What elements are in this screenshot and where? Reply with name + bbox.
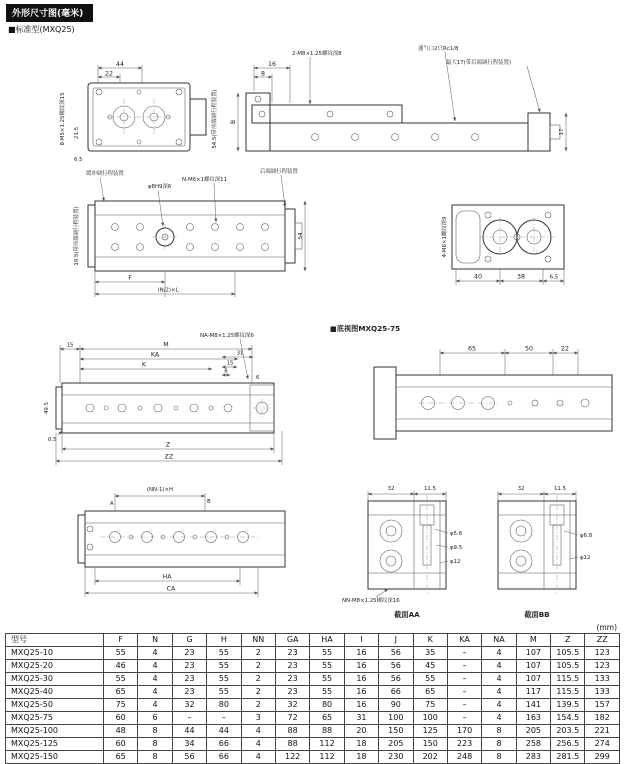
value-cell: 23 xyxy=(275,686,309,699)
value-cell: 123 xyxy=(585,647,620,660)
value-cell: 283 xyxy=(516,751,550,764)
table-row xyxy=(6,712,620,725)
value-cell: 55 xyxy=(310,647,344,660)
column-header: NN xyxy=(241,634,275,647)
value-cell: 90 xyxy=(379,699,413,712)
value-cell: 205 xyxy=(379,738,413,751)
value-cell: 157 xyxy=(585,699,620,712)
dim-label: 16 xyxy=(267,61,277,68)
model-cell: MXQ25-20 xyxy=(6,660,104,673)
value-cell: 31 xyxy=(344,712,378,725)
model-cell: MXQ25-100 xyxy=(6,725,104,738)
unit-label: (mm) xyxy=(596,623,617,632)
dim-label: 65 xyxy=(467,345,477,353)
column-header: G xyxy=(172,634,206,647)
diameter-label: φ5.6 xyxy=(450,531,463,537)
value-cell: 258 xyxy=(516,738,550,751)
value-cell: 66 xyxy=(207,751,241,764)
value-cell: 150 xyxy=(379,725,413,738)
value-cell: 133 xyxy=(585,686,620,699)
value-cell: 100 xyxy=(413,712,447,725)
value-cell: 34 xyxy=(172,738,206,751)
value-cell: 4 xyxy=(138,699,172,712)
value-cell: 139.5 xyxy=(551,699,585,712)
value-cell: 45 xyxy=(413,660,447,673)
value-cell: 44 xyxy=(172,725,206,738)
value-cell: 44 xyxy=(207,725,241,738)
value-cell: 223 xyxy=(447,738,481,751)
dim-label: 22 xyxy=(560,345,570,353)
column-header: 型号 xyxy=(6,634,104,647)
value-cell: – xyxy=(447,673,481,686)
value-cell: 117 xyxy=(516,686,550,699)
diameter-label: φ12 xyxy=(580,555,591,561)
section-bb-caption: 截面BB xyxy=(524,610,550,619)
value-cell: 23 xyxy=(275,673,309,686)
value-cell: 163 xyxy=(516,712,550,725)
value-cell: 66 xyxy=(207,738,241,751)
value-cell: 60 xyxy=(104,738,138,751)
value-cell: – xyxy=(447,647,481,660)
dim-label: 8 xyxy=(260,70,266,78)
model-cell: MXQ25-125 xyxy=(6,738,104,751)
table-row xyxy=(6,686,620,699)
air-port-note: 通气口2只Rc1/8 xyxy=(418,46,459,52)
section-aa-caption: 截面AA xyxy=(394,610,420,619)
value-cell: 20 xyxy=(344,725,378,738)
value-cell: 75 xyxy=(104,699,138,712)
diameter-label: φ9.5 xyxy=(450,545,463,551)
dim-label: (N/2)×L xyxy=(157,287,179,294)
dim-label: 44 xyxy=(115,61,125,68)
end-view-drawing xyxy=(440,205,564,285)
dim-label: 15 xyxy=(226,360,234,367)
value-cell: 23 xyxy=(172,673,206,686)
main-side-view-drawing xyxy=(72,167,305,297)
bottom-view-left-drawing xyxy=(44,331,282,465)
value-cell: 115.5 xyxy=(551,673,585,686)
buffer-note: 缓冲调行程装置 xyxy=(86,171,124,177)
dim-label: 8 xyxy=(224,368,228,375)
column-header: J xyxy=(379,634,413,647)
value-cell: 66 xyxy=(379,686,413,699)
dim-label: 50 xyxy=(524,345,534,353)
value-cell: 150 xyxy=(413,738,447,751)
value-cell: 281.5 xyxy=(551,751,585,764)
column-header: GA xyxy=(275,634,309,647)
dim-label: A xyxy=(110,501,114,507)
value-cell: 202 xyxy=(413,751,447,764)
bottom-view-label: ■底视图MXQ25-75 xyxy=(330,324,401,333)
dim-label: B xyxy=(207,499,211,505)
value-cell: 55 xyxy=(310,686,344,699)
value-cell: 115.5 xyxy=(551,686,585,699)
value-cell: 16 xyxy=(344,673,378,686)
value-cell: 107 xyxy=(516,673,550,686)
column-header: K xyxy=(413,634,447,647)
value-cell: 221 xyxy=(585,725,620,738)
value-cell: 55 xyxy=(413,673,447,686)
value-cell: 112 xyxy=(310,738,344,751)
value-cell: 107 xyxy=(516,647,550,660)
value-cell: 72 xyxy=(275,712,309,725)
value-cell: 112 xyxy=(310,751,344,764)
value-cell: 4 xyxy=(482,660,516,673)
value-cell: 46 xyxy=(104,660,138,673)
value-cell: 170 xyxy=(447,725,481,738)
dim-label: F xyxy=(128,274,132,282)
value-cell: 23 xyxy=(275,660,309,673)
value-cell: 65 xyxy=(104,686,138,699)
value-cell: 125 xyxy=(413,725,447,738)
dim-label: K xyxy=(141,361,147,369)
value-cell: 16 xyxy=(344,647,378,660)
value-cell: 4 xyxy=(482,699,516,712)
model-cell: MXQ25-30 xyxy=(6,673,104,686)
value-cell: 274 xyxy=(585,738,620,751)
value-cell: 23 xyxy=(172,660,206,673)
value-cell: 4 xyxy=(241,725,275,738)
value-cell: 23 xyxy=(172,647,206,660)
dim-label: 11.5 xyxy=(423,486,437,492)
value-cell: 88 xyxy=(310,725,344,738)
dim-label: KA xyxy=(150,351,160,359)
value-cell: 88 xyxy=(275,725,309,738)
model-cell: MXQ25-150 xyxy=(6,751,104,764)
dim-label: Z xyxy=(165,441,171,449)
value-cell: 4 xyxy=(482,647,516,660)
value-cell: 55 xyxy=(207,686,241,699)
value-cell: 35 xyxy=(413,647,447,660)
model-cell: MXQ25-50 xyxy=(6,699,104,712)
table-row xyxy=(6,699,620,712)
value-cell: 4 xyxy=(241,751,275,764)
value-cell: 100 xyxy=(379,712,413,725)
max-stroke-note: 最大17(带后端调行程装置) xyxy=(446,60,511,66)
dim-label: 22 xyxy=(104,70,114,78)
column-header: ZZ xyxy=(585,634,620,647)
value-cell: 80 xyxy=(207,699,241,712)
value-cell: 105.5 xyxy=(551,647,585,660)
value-cell: 122 xyxy=(275,751,309,764)
dim-label: 6.5 xyxy=(549,274,559,281)
value-cell: 80 xyxy=(310,699,344,712)
value-cell: 107 xyxy=(516,660,550,673)
value-cell: 2 xyxy=(241,686,275,699)
dim-label: ZZ xyxy=(164,453,174,461)
value-cell: 56 xyxy=(172,751,206,764)
dim-label: B xyxy=(230,119,237,125)
section-aa-drawing xyxy=(342,486,463,619)
dim-label: 6 xyxy=(256,375,260,381)
value-cell: 2 xyxy=(241,673,275,686)
dim-label: 0.5 xyxy=(48,437,57,443)
column-header: KA xyxy=(447,634,481,647)
value-cell: 60 xyxy=(104,712,138,725)
value-cell: – xyxy=(447,686,481,699)
page-title: 外形尺寸图(毫米) xyxy=(6,4,93,22)
value-cell: 2 xyxy=(241,699,275,712)
value-cell: 65 xyxy=(104,751,138,764)
dim-label: 54 xyxy=(298,232,304,240)
value-cell: 32 xyxy=(172,699,206,712)
value-cell: 56 xyxy=(379,673,413,686)
value-cell: 18 xyxy=(344,751,378,764)
value-cell: 16 xyxy=(344,699,378,712)
value-cell: 55 xyxy=(310,673,344,686)
model-cell: MXQ25-10 xyxy=(6,647,104,660)
value-cell: 6 xyxy=(138,712,172,725)
diameter-label: φ6.8 xyxy=(580,533,593,539)
stroke-adjuster-note: 54.5(带前端调行程装置) xyxy=(212,89,218,149)
value-cell: 205 xyxy=(516,725,550,738)
value-cell: 18 xyxy=(344,738,378,751)
value-cell: 8 xyxy=(138,725,172,738)
dim-label: 15 xyxy=(66,342,74,349)
column-header: H xyxy=(207,634,241,647)
pin-hole-note: φ8H9深6 xyxy=(148,184,172,190)
value-cell: – xyxy=(447,699,481,712)
dim-label: 11.5 xyxy=(553,486,567,492)
value-cell: 248 xyxy=(447,751,481,764)
value-cell: 55 xyxy=(104,647,138,660)
side-view-drawing xyxy=(230,44,566,151)
dim-label: HA xyxy=(162,573,172,581)
value-cell: 55 xyxy=(104,673,138,686)
value-cell: 4 xyxy=(482,673,516,686)
value-cell: 4 xyxy=(241,738,275,751)
table-head-row xyxy=(6,634,620,647)
value-cell: 75 xyxy=(413,699,447,712)
value-cell: 299 xyxy=(585,751,620,764)
dim-label: 6.5 xyxy=(74,157,83,163)
rear-adjuster-note: 后端调行程装置 xyxy=(260,169,298,175)
value-cell: 4 xyxy=(138,660,172,673)
value-cell: 105.5 xyxy=(551,660,585,673)
dim-label: 49.5 xyxy=(44,401,50,415)
dimension-drawings xyxy=(0,35,625,623)
thread-note: N-M6×1螺纹深11 xyxy=(182,177,228,183)
column-header: Z xyxy=(551,634,585,647)
dim-label: (NN-1)×H xyxy=(146,487,174,493)
value-cell: 8 xyxy=(482,738,516,751)
value-cell: 56 xyxy=(379,647,413,660)
value-cell: 230 xyxy=(379,751,413,764)
thread-note: NN-M8×1.25螺纹深16 xyxy=(342,598,400,604)
value-cell: 203.5 xyxy=(551,725,585,738)
value-cell: 3 xyxy=(241,712,275,725)
model-cell: MXQ25-40 xyxy=(6,686,104,699)
dim-label: 38 xyxy=(516,273,526,281)
value-cell: 2 xyxy=(241,647,275,660)
value-cell: 56 xyxy=(379,660,413,673)
value-cell: 4 xyxy=(138,647,172,660)
column-header: N xyxy=(138,634,172,647)
value-cell: – xyxy=(172,712,206,725)
dim-label: 32 xyxy=(387,486,395,492)
value-cell: 55 xyxy=(207,647,241,660)
thread-note: NA-M8×1.25螺纹深6 xyxy=(200,333,254,339)
column-header: M xyxy=(516,634,550,647)
table-body xyxy=(6,647,620,764)
value-cell: 141 xyxy=(516,699,550,712)
dim-label: 40 xyxy=(473,273,483,281)
table-row xyxy=(6,660,620,673)
value-cell: – xyxy=(447,712,481,725)
front-adjuster-note: 19.5(带前端调行程装置) xyxy=(74,206,80,266)
value-cell: 65 xyxy=(310,712,344,725)
value-cell: 133 xyxy=(585,673,620,686)
dim-label: M xyxy=(163,341,169,349)
value-cell: 48 xyxy=(104,725,138,738)
value-cell: 154.5 xyxy=(551,712,585,725)
column-header: I xyxy=(344,634,378,647)
dim-label: CA xyxy=(166,585,176,593)
bottom-view-right-drawing xyxy=(374,346,612,440)
value-cell: 32 xyxy=(275,699,309,712)
value-cell: 8 xyxy=(138,738,172,751)
section-bb-drawing xyxy=(498,486,593,619)
value-cell: 23 xyxy=(172,686,206,699)
value-cell: 4 xyxy=(138,686,172,699)
table-row xyxy=(6,738,620,751)
thread-note: 2-M8×1.25螺纹深8 xyxy=(292,51,342,57)
column-header: HA xyxy=(310,634,344,647)
value-cell: 55 xyxy=(207,660,241,673)
top-view-drawing xyxy=(58,61,218,163)
value-cell: 182 xyxy=(585,712,620,725)
dim-label: 32 xyxy=(517,486,525,492)
value-cell: 123 xyxy=(585,660,620,673)
value-cell: 8 xyxy=(482,751,516,764)
hole-pattern-drawing xyxy=(78,487,285,597)
table-row xyxy=(6,751,620,764)
standard-type-label: ■标准型(MXQ25) xyxy=(8,25,75,34)
value-cell: 88 xyxy=(275,738,309,751)
value-cell: 2 xyxy=(241,660,275,673)
thread-note: 8-M5×1.25螺纹深15 xyxy=(60,92,66,146)
value-cell: 16 xyxy=(344,686,378,699)
value-cell: 8 xyxy=(482,725,516,738)
dim-label: 21.5 xyxy=(74,126,80,140)
value-cell: 55 xyxy=(310,660,344,673)
value-cell: 65 xyxy=(413,686,447,699)
value-cell: 23 xyxy=(275,647,309,660)
column-header: NA xyxy=(482,634,516,647)
table-row xyxy=(6,725,620,738)
value-cell: 16 xyxy=(344,660,378,673)
diameter-label: φ12 xyxy=(450,559,461,565)
value-cell: 55 xyxy=(207,673,241,686)
dim-label: 31 xyxy=(236,350,244,357)
value-cell: 4 xyxy=(482,686,516,699)
value-cell: 8 xyxy=(138,751,172,764)
table-row xyxy=(6,647,620,660)
dim-label: 17 xyxy=(559,128,565,136)
model-cell: MXQ25-75 xyxy=(6,712,104,725)
column-header: F xyxy=(104,634,138,647)
table-row xyxy=(6,673,620,686)
thread-note: 4-M6×1螺纹深9 xyxy=(442,216,448,258)
value-cell: 256.5 xyxy=(551,738,585,751)
value-cell: – xyxy=(207,712,241,725)
value-cell: 4 xyxy=(138,673,172,686)
value-cell: 4 xyxy=(482,712,516,725)
value-cell: – xyxy=(447,660,481,673)
dimension-table xyxy=(5,633,620,764)
